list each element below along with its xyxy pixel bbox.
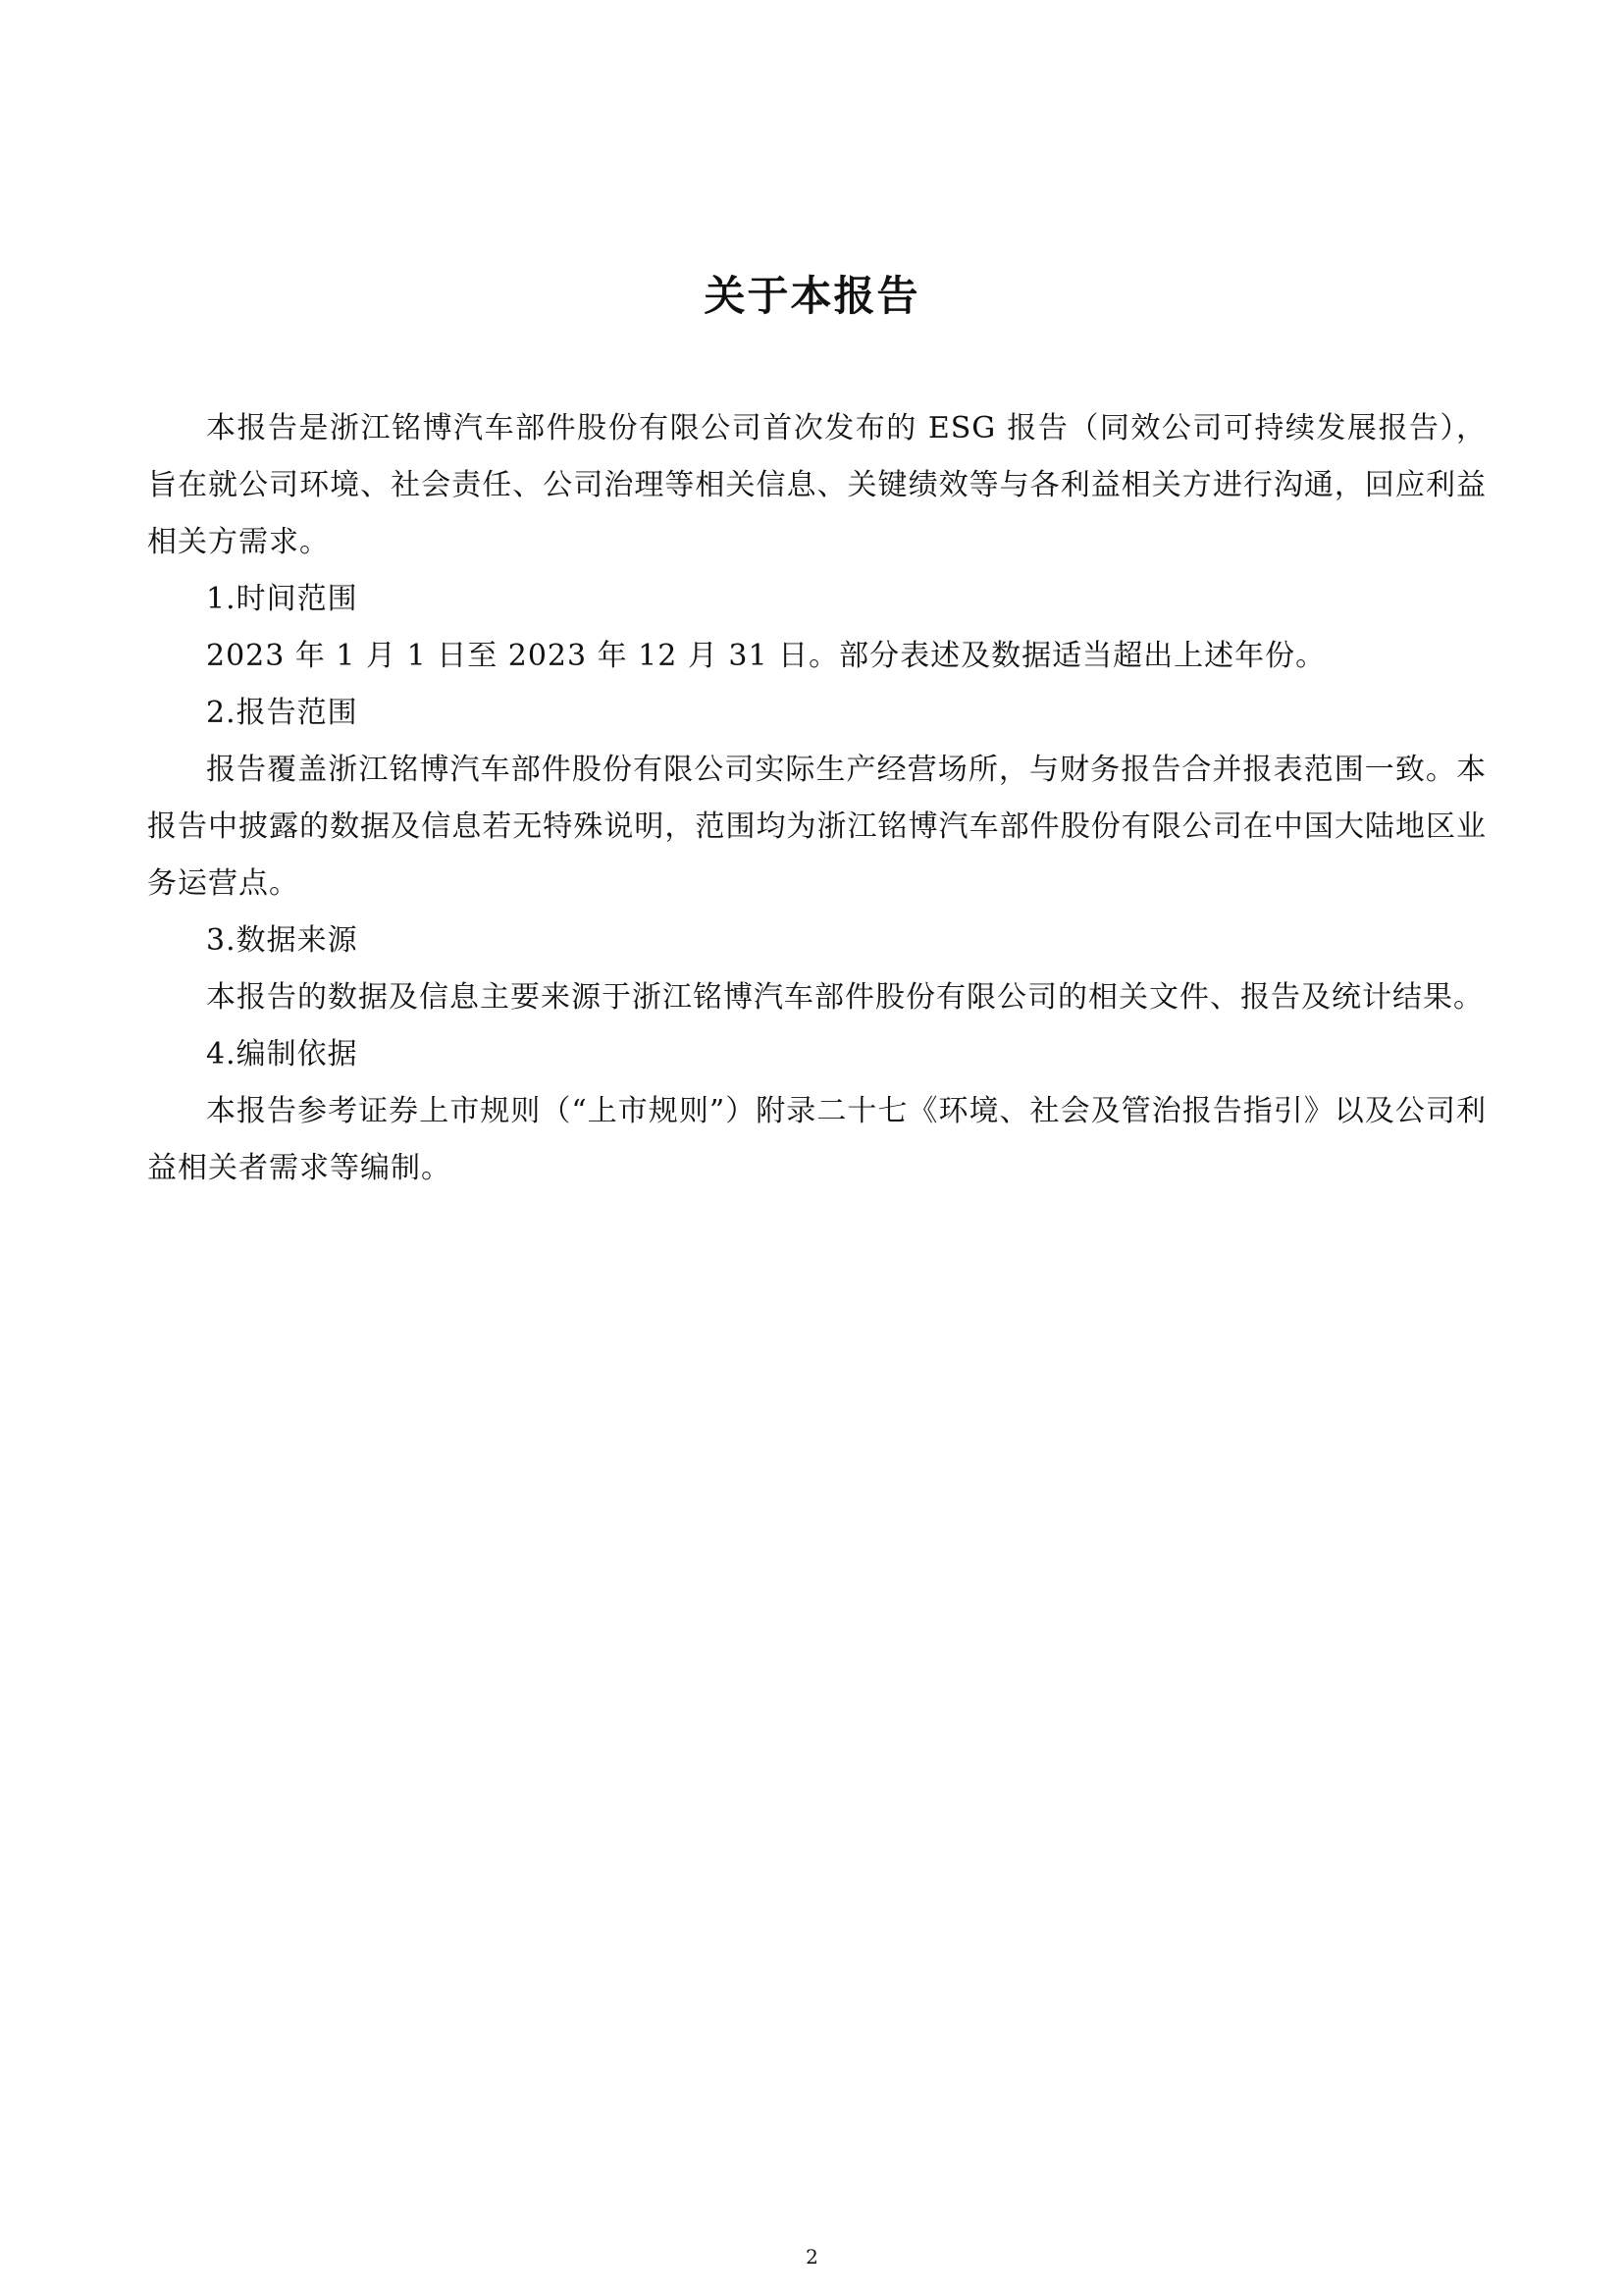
page-number: 2 <box>806 2245 818 2269</box>
section-text-data-source: 本报告的数据及信息主要来源于浙江铭博汽车部件股份有限公司的相关文件、报告及统计结果。 <box>206 980 1484 1015</box>
section-heading-basis: 4.编制依据 <box>206 1037 358 1071</box>
intro-paragraph: 本报告是浙江铭博汽车部件股份有限公司首次发布的 ESG 报告（同效公司可持续发展报告），旨在就公司环境、社会责任、公司治理等相关信息、关键绩效等与各利益相关方进行沟通，回应利益相关方需求。 <box>147 411 1487 559</box>
section-heading-data-source: 3.数据来源 <box>206 923 358 958</box>
section-text-report-scope: 报告覆盖浙江铭博汽车部件股份有限公司实际生产经营场所，与财务报告合并报表范围一致。本报告中披露的数据及信息若无特殊说明，范围均为浙江铭博汽车部件股份有限公司在中国大陆地区业务运营点。 <box>147 753 1487 901</box>
report-body <box>147 400 1487 1197</box>
page-title: 关于本报告 <box>704 272 920 320</box>
section-text-time-range: 2023 年 1 月 1 日至 2023 年 12 月 31 日。部分表述及数据适当超出上述年份。 <box>206 639 1327 673</box>
section-heading-report-scope: 2.报告范围 <box>206 696 358 730</box>
section-text-basis: 本报告参考证券上市规则（“上市规则”）附录二十七《环境、社会及管治报告指引》以及公司利益相关者需求等编制。 <box>147 1094 1487 1185</box>
section-heading-time-range: 1.时间范围 <box>206 582 358 616</box>
